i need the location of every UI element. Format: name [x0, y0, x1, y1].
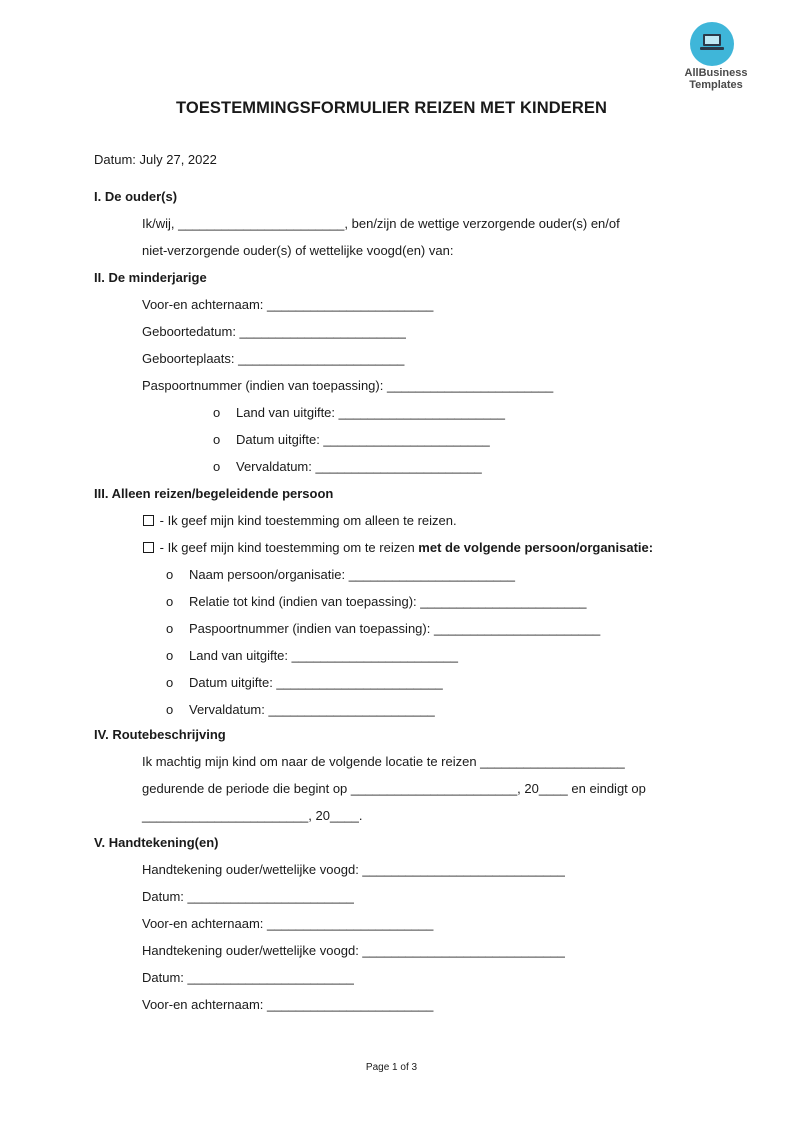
- signature-name-field-1: Voor-en achternaam: _______________________: [142, 916, 434, 931]
- option-accompanied-label: - Ik geef mijn kind toestemming om te reizen: [159, 540, 419, 555]
- companion-expiry-date-field: Vervaldatum: _______________________: [189, 702, 435, 717]
- minor-birthplace-field: Geboorteplaats: _______________________: [142, 351, 405, 366]
- parents-statement-line-1: Ik/wij, _______________________, ben/zijn de wettige verzorgende ouder(s) en/of: [142, 216, 620, 231]
- section-heading-parents: I. De ouder(s): [94, 189, 178, 204]
- checkbox-accompanied[interactable]: [143, 542, 154, 553]
- checkbox-alone[interactable]: [143, 515, 154, 526]
- parents-statement-line-2: niet-verzorgende ouder(s) of wettelijke voogd(en) van:: [142, 243, 454, 258]
- companion-relation-field: Relatie tot kind (indien van toepassing): _______________________: [189, 594, 587, 609]
- signature-field-1: Handtekening ouder/wettelijke voogd: ____________________________: [142, 862, 565, 877]
- bullet-icon: o: [166, 702, 174, 717]
- logo-text: AllBusiness Templates: [684, 67, 748, 91]
- bullet-icon: o: [213, 459, 221, 474]
- companion-passport-field: Paspoortnummer (indien van toepassing): _______________________: [189, 621, 601, 636]
- section-heading-signatures: V. Handtekening(en): [94, 835, 219, 850]
- option-accompanied: [143, 540, 653, 555]
- minor-issue-country-field: Land van uitgifte: _______________________: [236, 405, 505, 420]
- route-line-2: gedurende de periode die begint op _______________________, 20____ en eindigt op: [142, 781, 646, 796]
- bullet-icon: o: [166, 648, 174, 663]
- date-line: Datum: July 27, 2022: [94, 152, 217, 167]
- minor-name-field: Voor-en achternaam: _______________________: [142, 297, 434, 312]
- section-heading-route: IV. Routebeschrijving: [94, 727, 226, 742]
- option-alone-label: - Ik geef mijn kind toestemming om alleen te reizen.: [159, 513, 457, 528]
- signature-field-2: Handtekening ouder/wettelijke voogd: ____________________________: [142, 943, 565, 958]
- bullet-icon: o: [213, 432, 221, 447]
- companion-issue-country-field: Land van uitgifte: _______________________: [189, 648, 458, 663]
- section-heading-minor: II. De minderjarige: [94, 270, 207, 285]
- document-title: TOESTEMMINGSFORMULIER REIZEN MET KINDEREN: [176, 99, 607, 117]
- bullet-icon: o: [166, 621, 174, 636]
- page-number: Page 1 of 3: [365, 1062, 418, 1073]
- bullet-icon: o: [166, 567, 174, 582]
- section-heading-travel-companion: III. Alleen reizen/begeleidende persoon: [94, 486, 334, 501]
- minor-issue-date-field: Datum uitgifte: _______________________: [236, 432, 490, 447]
- bullet-icon: o: [166, 675, 174, 690]
- signature-date-field-1: Datum: _______________________: [142, 889, 354, 904]
- bullet-icon: o: [213, 405, 221, 420]
- route-line-3: _______________________, 20____.: [142, 808, 363, 823]
- signature-name-field-2: Voor-en achternaam: _______________________: [142, 997, 434, 1012]
- minor-birthdate-field: Geboortedatum: _______________________: [142, 324, 406, 339]
- laptop-icon: [690, 22, 734, 66]
- minor-passport-field: Paspoortnummer (indien van toepassing): _______________________: [142, 378, 554, 393]
- company-logo: [683, 20, 749, 96]
- signature-date-field-2: Datum: _______________________: [142, 970, 354, 985]
- minor-expiry-date-field: Vervaldatum: _______________________: [236, 459, 482, 474]
- companion-issue-date-field: Datum uitgifte: _______________________: [189, 675, 443, 690]
- option-alone: [143, 513, 457, 528]
- bullet-icon: o: [166, 594, 174, 609]
- option-accompanied-bold: met de volgende persoon/organisatie:: [418, 540, 654, 555]
- companion-name-field: Naam persoon/organisatie: _______________________: [189, 567, 515, 582]
- route-line-1: Ik machtig mijn kind om naar de volgende locatie te reizen ____________________: [142, 754, 625, 769]
